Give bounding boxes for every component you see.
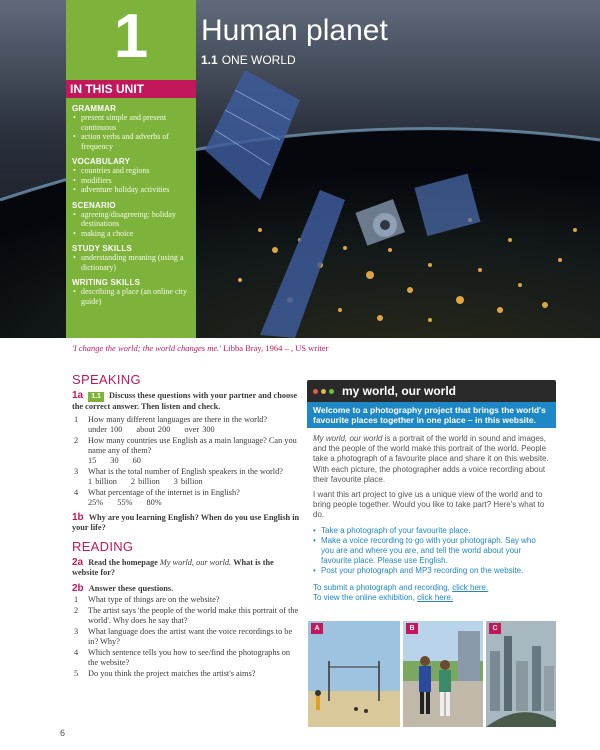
beach-volleyball-photo: [308, 621, 400, 727]
website-step: • Post your photograph and MP3 recording on the website.: [313, 566, 550, 576]
window-controls: [313, 389, 334, 394]
city-skyline-photo: [486, 621, 556, 727]
website-intro: [313, 434, 550, 485]
unit-section-heading: GRAMMAR: [72, 104, 117, 113]
people-dancing-photo: [403, 621, 483, 727]
question-item: [72, 606, 300, 626]
lesson-number: 1.1: [201, 53, 218, 67]
website-name: My world, our world.: [159, 558, 232, 567]
question-item: [72, 595, 300, 605]
photo-label: A: [311, 623, 323, 634]
submit-link[interactable]: click here.: [452, 582, 489, 592]
lesson-name: ONE WORLD: [221, 53, 296, 67]
view-exhibition-link[interactable]: click here.: [417, 592, 454, 602]
page-number: 6: [60, 728, 66, 738]
answer-option[interactable]: 1 billion: [88, 477, 117, 486]
intro-italic: My world, our world: [313, 434, 383, 443]
answer-option[interactable]: 2 billion: [130, 477, 160, 486]
task-1b: [72, 513, 300, 533]
lesson-title: [201, 53, 296, 67]
quote-attribution: Libba Bray, 1964 – , US writer: [223, 343, 329, 353]
task-number: 2a: [72, 557, 84, 568]
answer-option[interactable]: over 300: [184, 425, 215, 434]
question-text: How many different languages are there in the world?: [88, 415, 268, 424]
question-text: Which sentence tells you how to see/find the photographs on the website?: [88, 648, 291, 667]
photo-a: [308, 621, 400, 727]
question-text: How many countries use English as a main language? Can you name any of them?: [88, 436, 297, 455]
speaking-questions: [72, 415, 300, 508]
question-number: 3: [74, 627, 79, 636]
question-number: 3: [74, 467, 79, 476]
intro-text: is a portrait of the world in sound and images, and the people of the world make this portrait of the world. People take a photograph of a favourite place and share it on this website. With each picture, the photographer adds a voice recording about their favourite place.: [313, 434, 549, 484]
task-1a: [72, 391, 300, 412]
answer-options: [72, 425, 300, 435]
question-item: [72, 669, 300, 679]
unit-title: Human planet: [201, 14, 388, 47]
task-instruction: Why are you learning English? When do you use English in your life?: [72, 513, 300, 532]
reading-questions: [72, 595, 300, 679]
unit-section-item: • describing a place (an online city guide): [72, 287, 190, 306]
question-number: 5: [74, 669, 79, 678]
maximize-dot-icon: [329, 389, 334, 394]
unit-section-item: • understanding meaning (using a dictionary): [72, 253, 190, 272]
browser-title-bar: [307, 380, 556, 402]
question-number: 1: [74, 595, 79, 604]
audio-track-badge[interactable]: 1.1: [88, 392, 104, 402]
unit-section-item: • countries and regions: [72, 166, 190, 176]
unit-section-item: • agreeing/disagreeing: holiday destinations: [72, 210, 190, 229]
question-number: 2: [74, 436, 79, 445]
question-item: [72, 415, 300, 425]
answer-option[interactable]: 25%: [88, 498, 104, 507]
photo-b: [403, 621, 483, 727]
task-instruction: Discuss these questions with your partner and choose the correct answer. Then listen and check.: [72, 391, 298, 411]
photo-label: C: [489, 623, 501, 634]
answer-option[interactable]: 55%: [117, 498, 133, 507]
exercises-column: [72, 372, 300, 679]
question-text: What percentage of the internet is in English?: [88, 488, 240, 497]
website-body: [307, 428, 556, 603]
task-number: 1b: [72, 512, 84, 523]
answer-option[interactable]: 15: [88, 456, 97, 465]
answer-option[interactable]: 3 billion: [173, 477, 203, 486]
website-step: • Take a photograph of your favourite place.: [313, 526, 550, 536]
quote: [72, 343, 328, 353]
unit-section-item: • action verbs and adverbs of frequency: [72, 132, 190, 151]
speaking-heading: SPEAKING: [72, 372, 141, 387]
reading-heading: READING: [72, 539, 134, 554]
task-number: 1a: [72, 390, 84, 401]
answer-options: [72, 456, 300, 466]
photo-strip: [308, 621, 556, 727]
answer-option[interactable]: 80%: [146, 498, 162, 507]
question-item: [72, 627, 300, 647]
answer-option[interactable]: 30: [110, 456, 119, 465]
answer-option[interactable]: under 100: [88, 425, 123, 434]
task-instruction-end: What is the website for?: [72, 558, 274, 577]
task-2a: [72, 558, 300, 578]
answer-options: [72, 498, 300, 508]
unit-section-item: • present simple and present continuous: [72, 113, 190, 132]
unit-section-heading: STUDY SKILLS: [72, 244, 133, 253]
question-item: [72, 436, 300, 456]
question-item: [72, 488, 300, 498]
unit-section-heading: WRITING SKILLS: [72, 278, 141, 287]
question-number: 4: [74, 488, 79, 497]
question-text: The artist says 'the people of the world make this portrait of the world'. Why does he say that?: [88, 606, 299, 625]
question-number: 4: [74, 648, 79, 657]
question-text: Do you think the project matches the artist's aims?: [88, 669, 256, 678]
task-number: 2b: [72, 583, 84, 594]
website-step: • Make a voice recording to go with your photograph. Say who you are and where you are, and tell the world about your favourite place. Please use English.: [313, 536, 550, 567]
unit-section-item: • making a choice: [72, 229, 190, 239]
photo-label: B: [406, 623, 418, 634]
unit-section-heading: SCENARIO: [72, 200, 116, 210]
question-number: 2: [74, 606, 79, 615]
question-item: [72, 648, 300, 668]
question-text: What is the total number of English speakers in the world?: [88, 467, 283, 476]
quote-text: 'I change the world; the world changes me.': [72, 343, 222, 353]
answer-option[interactable]: 60: [132, 456, 141, 465]
in-this-unit-title: IN THIS UNIT: [66, 80, 196, 98]
task-2b: [72, 584, 300, 594]
website-panel: [307, 380, 556, 612]
website-steps: [313, 526, 550, 577]
unit-section-heading: VOCABULARY: [72, 157, 131, 166]
question-number: 1: [74, 415, 79, 424]
task-instruction: Read the homepage: [88, 558, 158, 567]
unit-section-item: • adventure holiday activities: [72, 185, 190, 195]
submit-text: To submit a photograph and recording,: [313, 582, 450, 592]
in-this-unit-sections: [72, 104, 190, 306]
close-dot-icon: [313, 389, 318, 394]
website-para2: I want this art project to give us a unique view of the world and to bring people together. Would you like to take part? Here's what to do.: [313, 490, 545, 520]
website-links: [313, 583, 550, 603]
question-text: What language does the artist want the voice recordings to be in? Why?: [88, 627, 293, 646]
website-banner: Welcome to a photography project that brings the world's favourite places together in one place – in this website.: [307, 402, 556, 428]
question-item: [72, 467, 300, 477]
unit-number: 1: [113, 2, 149, 71]
task-instruction: Answer these questions.: [88, 584, 174, 593]
website-title: my world, our world: [342, 384, 457, 398]
photo-c: [486, 621, 556, 727]
question-text: What type of things are on the website?: [88, 595, 220, 604]
answer-option[interactable]: about 200: [136, 425, 171, 434]
minimize-dot-icon: [321, 389, 326, 394]
answer-options: [72, 477, 300, 487]
unit-section-item: • modifiers: [72, 176, 190, 186]
view-text: To view the online exhibition,: [313, 592, 415, 602]
